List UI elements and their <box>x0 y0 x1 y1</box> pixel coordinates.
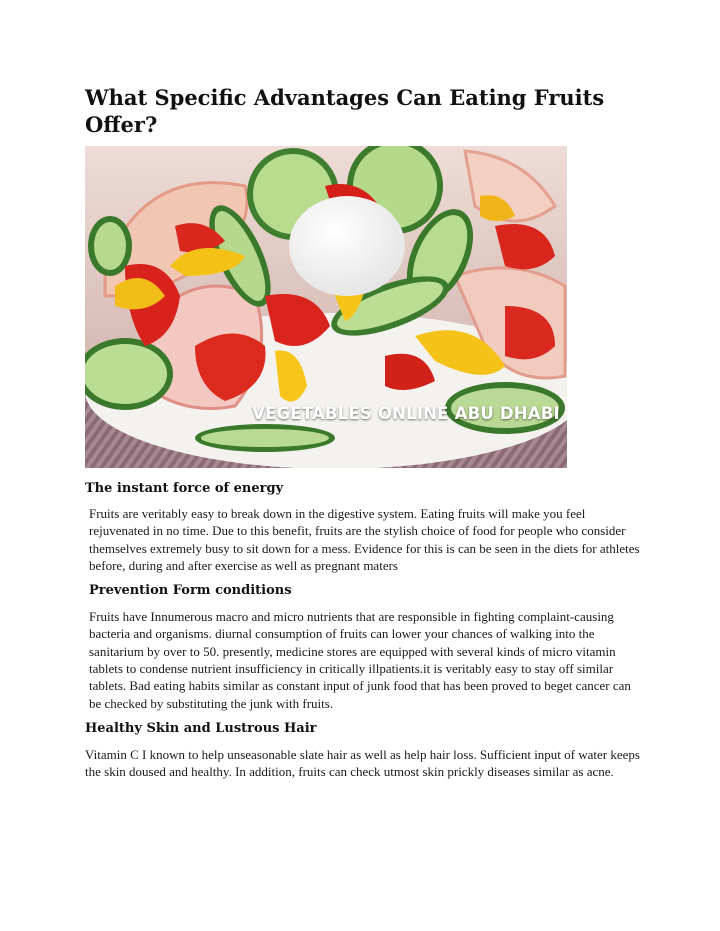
section-heading-prevention: Prevention Form conditions <box>89 583 292 599</box>
salad-photo <box>85 146 567 468</box>
section-body-energy: Fruits are veritably easy to break down in the digestive system. Eating fruits will make you feel rejuvenated in no time. Due to this benefit, fruits are the stylish choice of food for people who consider themselves extremely busy to sit down for a mess. Evidence for this is can be seen in the diets for athletes before, during and after exercise as well as pregnant maters <box>89 506 640 573</box>
section-body-prevention: Fruits have Innumerous macro and micro nutrients that are responsible in fighting complaint-causing bacteria and organisms. diurnal consumption of fruits can lower your chances of walking into the sanitarium by over to 50. presently, medicine stores are equipped with several kinds of micro vitamin tablets to condense nutrient insufficiency in critically illpatients.it is veritably easy to stay off similar tablets. Bad eating habits similar as constant input of junk food that has been proved to beget cancer can be checked by substituting the junk with fruits. <box>89 609 631 711</box>
page-title: What Specific Advantages Can Eating Fruits Offer? <box>85 85 605 137</box>
section-body-skin-hair: Vitamin C I known to help unseasonable slate hair as well as help hair loss. Sufficient input of water keeps the skin doused and healthy. In addition, fruits can check utmost skin prickly diseases similar as acne. <box>85 746 640 780</box>
section-heading-energy: The instant force of energy <box>85 481 284 496</box>
document-page <box>85 84 640 781</box>
image-caption-overlay: VEGETABLES ONLINE ABU DHABI <box>252 404 560 423</box>
section-heading-skin-hair: Healthy Skin and Lustrous Hair <box>85 720 317 736</box>
